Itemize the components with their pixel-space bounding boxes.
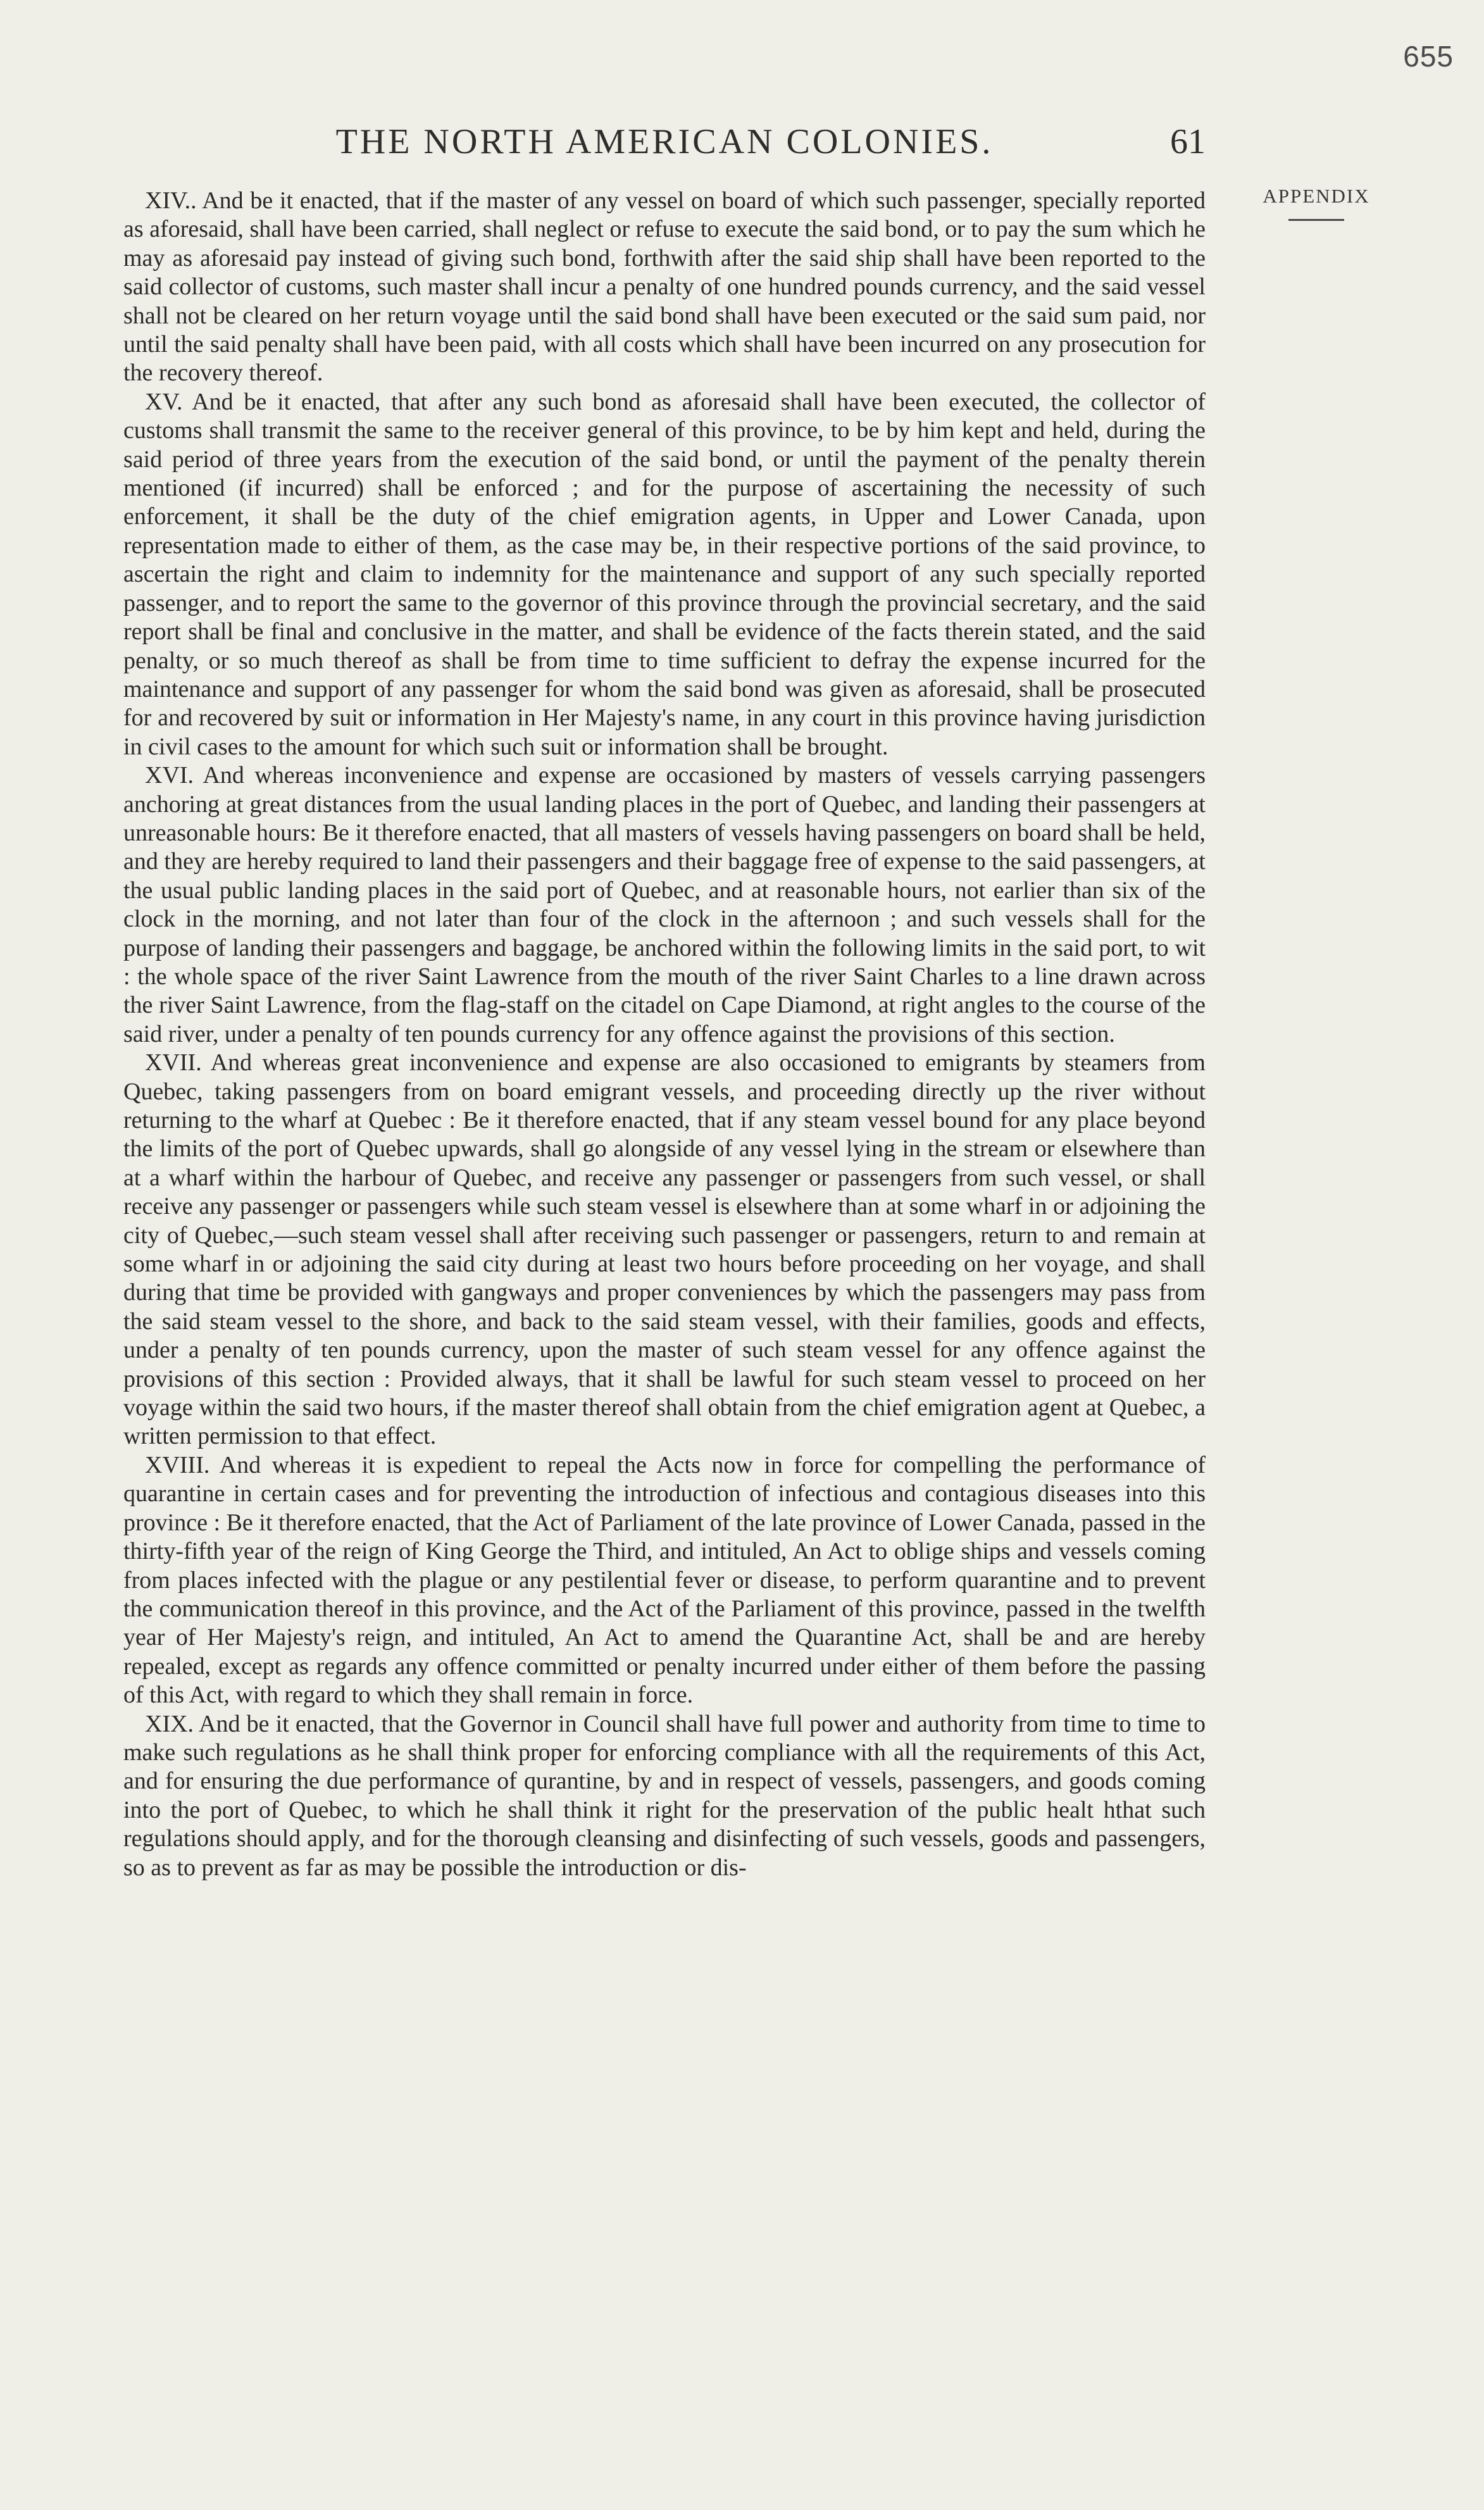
running-folio: 61	[1170, 122, 1206, 161]
section-xiv: XIV.. And be it enacted, that if the master of any vessel on board of which such passenger, specially reported as aforesaid, shall have been carried, shall neglect or refuse to execute the said bond, or to pay the sum which he may as aforesaid pay instead of giving such bond, forthwith after the said ship shall have been reported to the said collector of customs, such master shall incur a penalty of one hundred pounds currency, and the said vessel shall not be cleared on her return voyage until the said bond shall have been executed or the said sum paid, nor until the said penalty shall have been paid, with all costs which shall have been incurred on any prosecution for the recovery thereof.	[123, 187, 1206, 387]
page-number: 655	[1403, 40, 1454, 73]
margin-rule	[1288, 219, 1344, 221]
section-xviii: XVIII. And whereas it is expedient to repeal the Acts now in force for compelling the performance of quarantine in certain cases and for preventing the introduction of infectious and contagious diseases into this province : Be it therefore enacted, that the Act of Parliament of the late province of Lower Canada, passed in the thirty-fifth year of the reign of King George the Third, and intituled, An Act to oblige ships and vessels coming from places infected with the plague or any pestilential fever or disease, to perform quarantine and to prevent the communication thereof in this province, and the Act of the Parliament of this province, passed in the twelfth year of Her Majesty's reign, and intituled, An Act to amend the Quarantine Act, shall be and are hereby repealed, except as regards any offence committed or penalty incurred under either of them before the passing of this Act, with regard to which they shall remain in force.	[123, 1451, 1206, 1709]
section-xix: XIX. And be it enacted, that the Governor in Council shall have full power and authority from time to time to make such regulations as he shall think proper for enforcing compliance with all the requirements of this Act, and for ensuring the due performance of qurantine, by and in respect of vessels, passengers, and goods coming into the port of Quebec, to which he shall think it right for the preservation of the public healt hthat such regulations should apply, and for the thorough cleansing and disinfecting of such vessels, goods and passengers, so as to prevent as far as may be possible the introduction or dis-	[123, 1710, 1206, 1881]
margin-note	[1240, 185, 1392, 221]
text-body	[123, 187, 1206, 1882]
section-xvi: XVI. And whereas inconvenience and expense are occasioned by masters of vessels carrying passengers anchoring at great distances from the usual landing places in the port of Quebec, and landing their passengers at unreasonable hours: Be it therefore enacted, that all masters of vessels having passengers on board shall be held, and they are hereby required to land their passengers and their baggage free of expense to the said passengers, at the usual public landing places in the said port of Quebec, and at reasonable hours, not earlier than six of the clock in the morning, and not later than four of the clock in the afternoon ; and such vessels shall for the purpose of landing their passengers and baggage, be anchored within the following limits in the said port, to wit : the whole space of the river Saint Lawrence from the mouth of the river Saint Charles to a line drawn across the river Saint Lawrence, from the flag-staff on the citadel on Cape Diamond, at right angles to the course of the said river, under a penalty of ten pounds currency for any offence against the provisions of this section.	[123, 762, 1206, 1047]
section-xvii: XVII. And whereas great inconvenience and expense are also occasioned to emigrants by steamers from Quebec, taking passengers from on board emigrant vessels, and proceeding directly up the river without returning to the wharf at Quebec : Be it therefore enacted, that if any steam vessel bound for any place beyond the limits of the port of Quebec upwards, shall go alongside of any vessel lying in the stream or elsewhere than at a wharf within the harbour of Quebec, and receive any passenger or passengers from such vessel, or shall receive any passenger or passengers while such steam vessel is elsewhere than at some wharf in or adjoining the city of Quebec,—such steam vessel shall after receiving such passenger or passengers, return to and remain at some wharf in or adjoining the said city during at least two hours before proceeding on her voyage, and shall during that time be provided with gangways and proper conveniences by which the passengers may pass from the said steam vessel to the shore, and back to the said steam vessel, with their families, goods and effects, under a penalty of ten pounds currency, upon the master of such steam vessel for any offence against the provisions of this section : Provided always, that it shall be lawful for such steam vessel to proceed on her voyage within the said two hours, if the master thereof shall obtain from the chief emigration agent at Quebec, a written permission to that effect.	[123, 1049, 1206, 1450]
margin-label: APPENDIX	[1263, 185, 1370, 207]
section-xv: XV. And be it enacted, that after any such bond as aforesaid shall have been executed, the collector of customs shall transmit the same to the receiver general of this province, to be by him kept and held, during the said period of three years from the execution of the said bond, or until the payment of the penalty therein mentioned (if incurred) shall be enforced ; and for the purpose of ascertaining the necessity of such enforcement, it shall be the duty of the chief emigration agents, in Upper and Lower Canada, upon representation made to either of them, as the case may be, in their respective portions of the said province, to ascertain the right and claim to indemnity for the maintenance and support of any such specially reported passenger, and to report the same to the governor of this province through the provincial secretary, and the said report shall be final and conclusive in the matter, and shall be evidence of the facts therein stated, and the said penalty, or so much thereof as shall be from time to time sufficient to defray the expense incurred for the maintenance and support of any passenger for whom the said bond was given as aforesaid, shall be prosecuted for and recovered by suit or information in Her Majesty's name, in any court in this province having jurisdiction in civil cases to the amount for which such suit or information shall be brought.	[123, 388, 1206, 760]
running-head	[123, 122, 1206, 166]
running-title: THE NORTH AMERICAN COLONIES.	[335, 122, 994, 161]
